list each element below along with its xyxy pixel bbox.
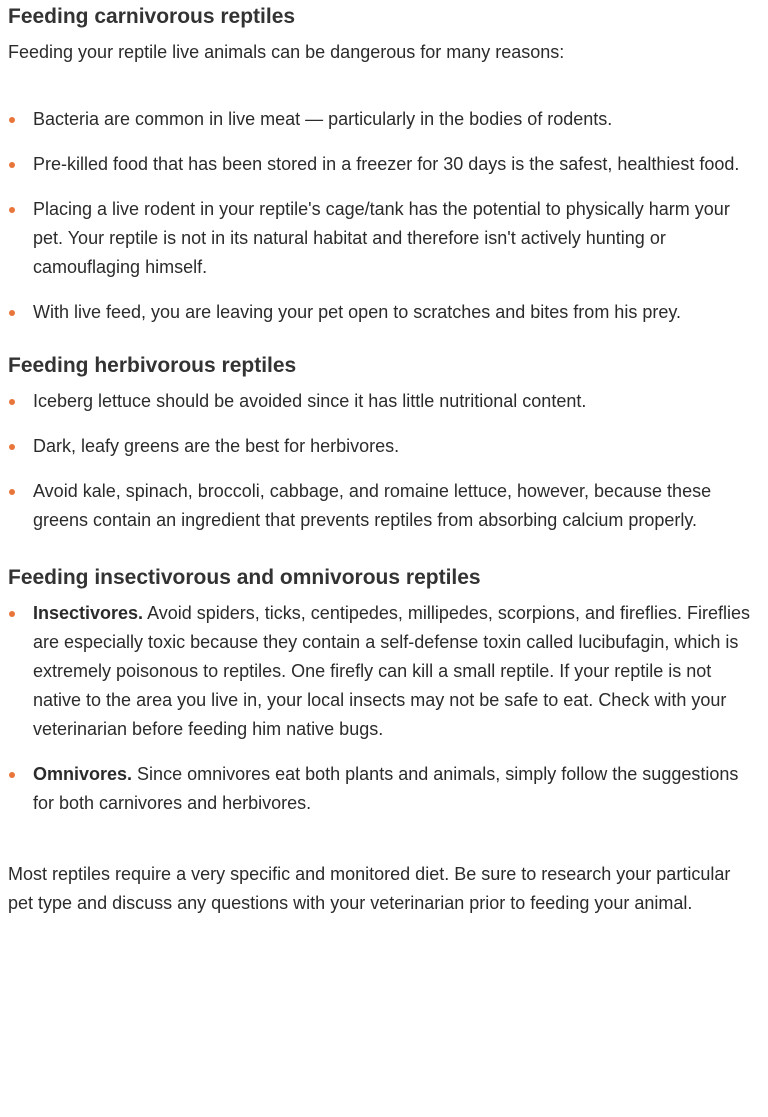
list-item-text: Placing a live rodent in your reptile's cage/tank has the potential to physically harm your pet. Your reptile is not in its natural habitat and therefore isn't actively hunting or camouflaging himself. — [33, 199, 730, 277]
bullet-dot-icon — [9, 207, 15, 213]
bullet-dot-icon — [9, 489, 15, 495]
list-item — [8, 599, 760, 744]
list-item — [8, 105, 760, 134]
list-item — [8, 150, 760, 179]
section-title-carnivorous: Feeding carnivorous reptiles — [8, 5, 296, 28]
bullet-dot-icon — [9, 611, 15, 617]
list-item-label: Insectivores. — [33, 603, 144, 623]
bullet-dot-icon — [9, 310, 15, 316]
bullet-dot-icon — [9, 444, 15, 450]
list-item-text: Bacteria are common in live meat — particularly in the bodies of rodents. — [33, 109, 613, 129]
carnivorous-list — [8, 105, 760, 327]
closing-paragraph: Most reptiles require a very specific and monitored diet. Be sure to research your particular pet type and discuss any questions with your veterinarian prior to feeding your animal. — [8, 864, 731, 913]
list-item-text: With live feed, you are leaving your pet open to scratches and bites from his prey. — [33, 302, 681, 322]
list-item — [8, 298, 760, 327]
list-item-label: Omnivores. — [33, 764, 133, 784]
list-item-text: Dark, leafy greens are the best for herbivores. — [33, 436, 400, 456]
bullet-dot-icon — [9, 772, 15, 778]
list-item — [8, 432, 760, 461]
bullet-dot-icon — [9, 162, 15, 168]
herbivorous-list — [8, 387, 760, 535]
list-item-text: Iceberg lettuce should be avoided since it has little nutritional content. — [33, 391, 587, 411]
bullet-dot-icon — [9, 117, 15, 123]
insectivorous-list — [8, 599, 760, 818]
section-title-insectivorous: Feeding insectivorous and omnivorous reptiles — [8, 566, 481, 589]
list-item — [8, 760, 760, 818]
list-item — [8, 195, 760, 282]
list-item-text: Since omnivores eat both plants and animals, simply follow the suggestions for both carnivores and herbivores. — [33, 764, 739, 813]
list-item-text: Avoid spiders, ticks, centipedes, millipedes, scorpions, and fireflies. Fireflies are especially toxic because they contain a self-defense toxin called lucibufagin, which is extremely poisonous to reptiles. One firefly can kill a small reptile. If your reptile is not native to the area you live in, your local insects may not be safe to eat. Check with your veterinarian before feeding him native bugs. — [33, 603, 750, 739]
list-item — [8, 477, 760, 535]
section-intro-carnivorous: Feeding your reptile live animals can be dangerous for many reasons: — [8, 42, 565, 62]
section-title-herbivorous: Feeding herbivorous reptiles — [8, 354, 297, 377]
list-item-text: Pre-killed food that has been stored in a freezer for 30 days is the safest, healthiest food. — [33, 154, 740, 174]
list-item — [8, 387, 760, 416]
bullet-dot-icon — [9, 399, 15, 405]
list-item-text: Avoid kale, spinach, broccoli, cabbage, and romaine lettuce, however, because these greens contain an ingredient that prevents reptiles from absorbing calcium properly. — [33, 481, 712, 530]
